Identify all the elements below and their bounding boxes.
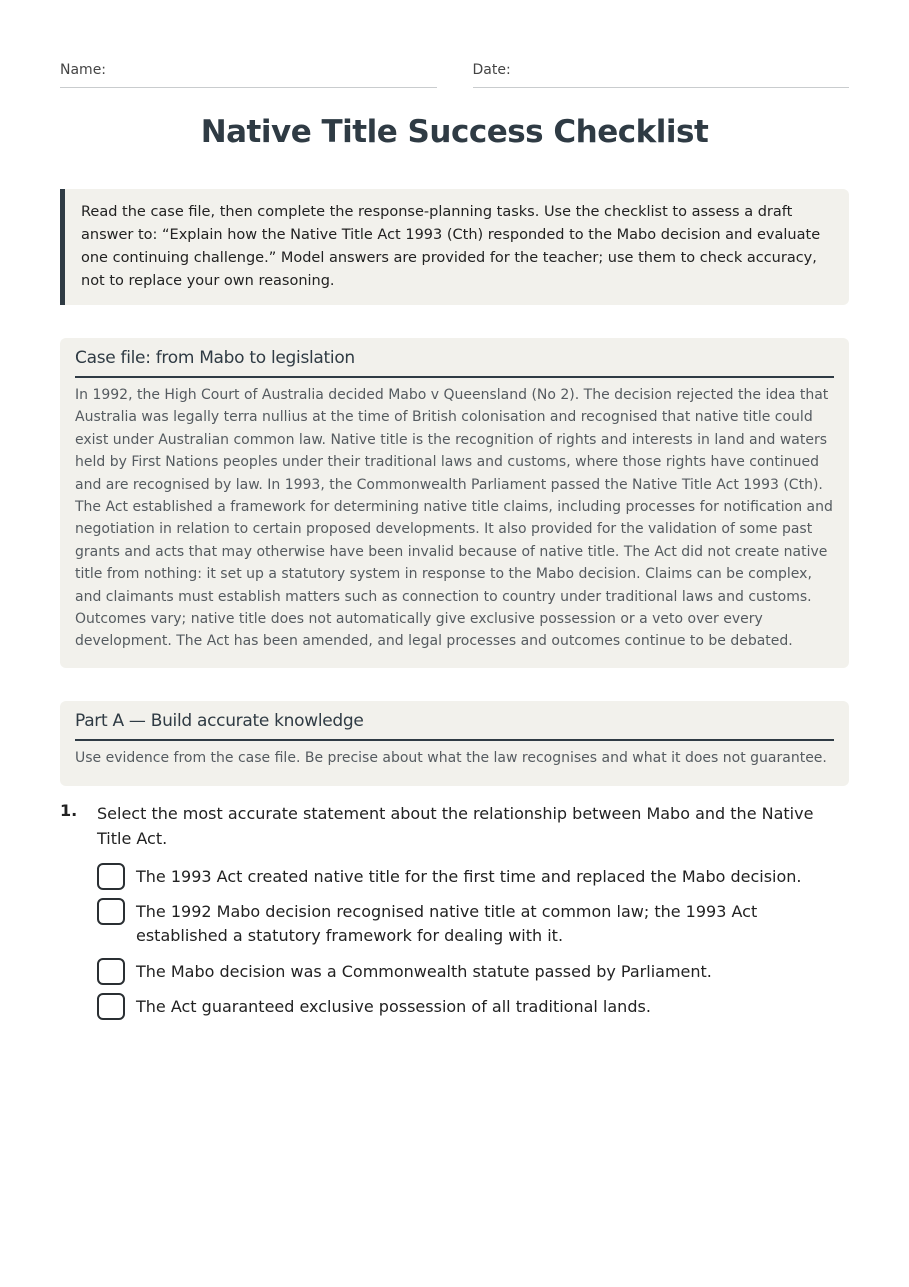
option-2-label: The 1992 Mabo decision recognised native title at common law; the 1993 Act established a statutory framework for dealing with it.: [136, 902, 758, 945]
name-field[interactable]: [60, 60, 437, 88]
header-fields: [60, 60, 849, 88]
part-a-heading: Part A — Build accurate knowledge: [75, 711, 834, 741]
date-field[interactable]: [473, 60, 850, 88]
option-3-label: The Mabo decision was a Commonwealth statute passed by Parliament.: [136, 962, 712, 981]
case-file-heading: Case file: from Mabo to legislation: [75, 348, 834, 378]
checkbox-option-2[interactable]: [97, 898, 125, 925]
case-file-body: In 1992, the High Court of Australia decided Mabo v Queensland (No 2). The decision rejected the idea that Australia was legally terra nullius at the time of British colonisation and recognised that native title could exist under Australian common law. Native title is the recognition of rights and interests in land and waters held by First Nations peoples under their traditional laws and customs, where those rights have continued and are recognised by law. In 1993, the Commonwealth Parliament passed the Native Title Act 1993 (Cth). The Act established a framework for determining native title claims, including processes for notification and negotiation in relation to certain proposed developments. It also provided for the validation of some past grants and acts that may otherwise have been invalid because of native title. The Act did not create native title from nothing: it set up a statutory system in response to the Mabo decision. Claims can be complex, and claimants must establish matters such as connection to country under traditional laws and customs. Outcomes vary; native title does not automatically give exclusive possession or a veto over every development. The Act has been amended, and legal processes and outcomes continue to be debated.: [75, 387, 833, 650]
option-4-label: The Act guaranteed exclusive possession of all traditional lands.: [136, 997, 651, 1016]
option-1[interactable]: [97, 865, 849, 890]
option-3[interactable]: [97, 960, 849, 985]
part-a-panel: [60, 701, 849, 786]
intro-callout: Read the case file, then complete the response-planning tasks. Use the checklist to assess a draft answer to: “Explain how the Native Title Act 1993 (Cth) responded to the Mabo decision and evaluate one continuing challenge.” Model answers are provided for the teacher; use them to check accuracy, not to replace your own reasoning.: [60, 189, 849, 305]
page-title: Native Title Success Checklist: [200, 114, 709, 150]
question-text: Select the most accurate statement about the relationship between Mabo and the Native Title Act.: [97, 804, 814, 848]
option-4[interactable]: [97, 995, 849, 1020]
name-label: Name:: [60, 62, 107, 78]
checkbox-option-3[interactable]: [97, 958, 125, 985]
question-number: 1.: [60, 801, 78, 820]
part-a-instruction: Use evidence from the case file. Be precise about what the law recognises and what it does not guarantee.: [75, 750, 827, 766]
option-1-label: The 1993 Act created native title for the first time and replaced the Mabo decision.: [136, 867, 802, 886]
checkbox-option-1[interactable]: [97, 863, 125, 890]
date-label: Date:: [472, 62, 511, 78]
checkbox-option-4[interactable]: [97, 993, 125, 1020]
option-2[interactable]: [97, 900, 849, 948]
case-file-panel: [60, 338, 849, 668]
